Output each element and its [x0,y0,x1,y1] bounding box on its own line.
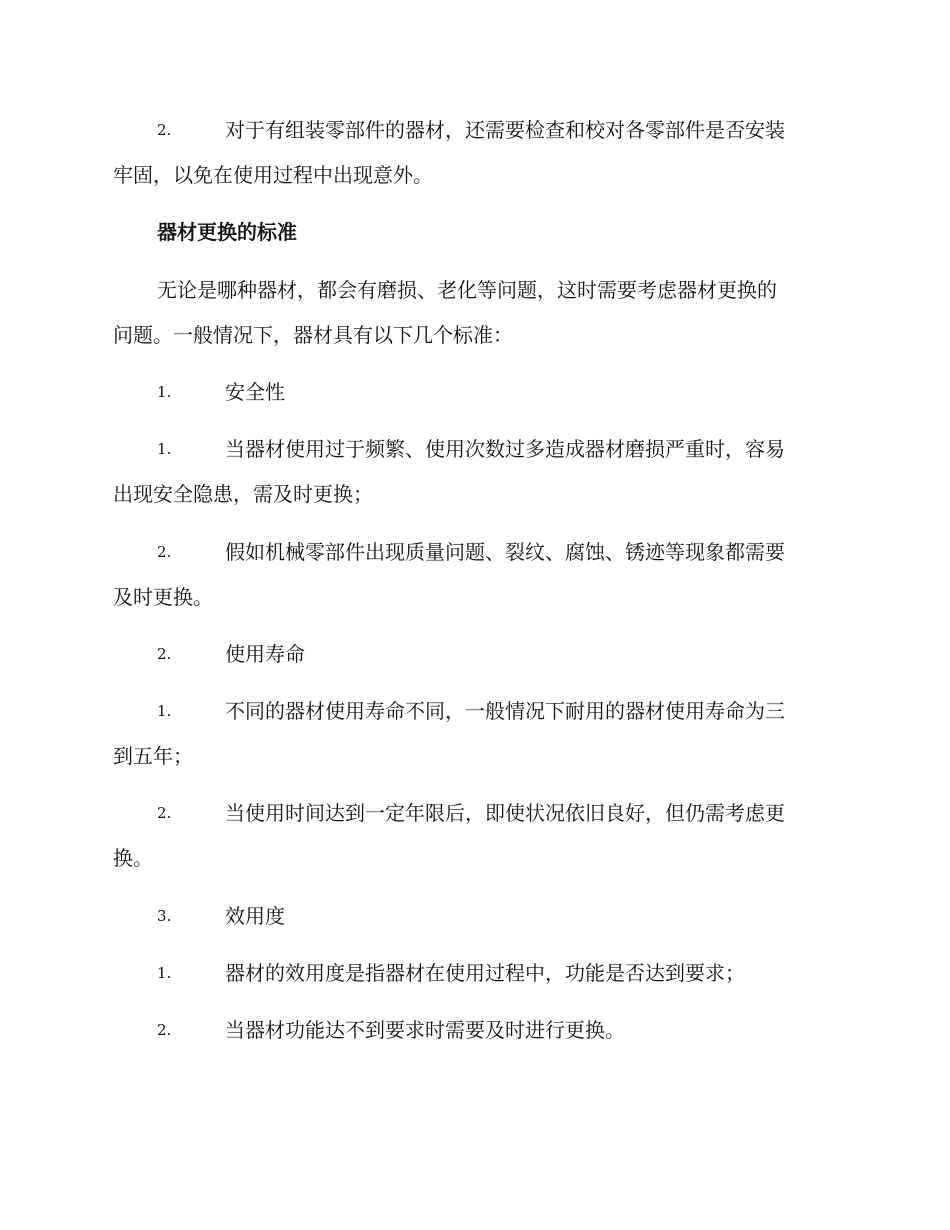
list-item-heading: 效用度 [225,904,285,928]
list-number: 2. [157,1021,172,1039]
list-item-text: 当使用时间达到一定年限后，即使状况依旧良好，但仍需考虑更 [225,801,785,825]
list-item-text-continued: 出现安全隐患，需及时更换； [113,482,373,506]
list-item-heading: 安全性 [225,380,285,404]
list-item-text: 当器材使用过于频繁、使用次数过多造成器材磨损严重时，容易 [225,437,785,461]
list-number: 1. [157,440,172,458]
list-item-text-continued: 到五年； [113,744,193,768]
list-item-text-continued: 牢固，以免在使用过程中出现意外。 [113,163,433,187]
list-item-text: 假如机械零部件出现质量问题、裂纹、腐蚀、锈迹等现象都需要 [225,540,785,564]
list-item-heading: 使用寿命 [225,642,305,666]
list-number: 2. [157,804,172,822]
paragraph-text: 无论是哪种器材，都会有磨损、老化等问题，这时需要考虑器材更换的 [157,278,777,302]
list-item-text-continued: 换。 [113,846,153,870]
list-number: 2. [157,645,172,663]
list-number: 1. [157,964,172,982]
list-item-text-continued: 及时更换。 [113,585,213,609]
list-number: 1. [157,702,172,720]
list-item-text: 当器材功能达不到要求时需要及时进行更换。 [225,1018,625,1042]
list-number: 2. [157,543,172,561]
list-item-text: 器材的效用度是指器材在使用过程中，功能是否达到要求； [225,961,745,985]
section-heading: 器材更换的标准 [157,220,297,244]
list-number: 2. [157,121,172,139]
list-number: 3. [157,907,172,925]
list-item-text: 对于有组装零部件的器材，还需要检查和校对各零部件是否安装 [225,118,785,142]
list-item-text: 不同的器材使用寿命不同，一般情况下耐用的器材使用寿命为三 [225,699,785,723]
list-number: 1. [157,383,172,401]
paragraph-text-continued: 问题。一般情况下，器材具有以下几个标准： [113,323,513,347]
